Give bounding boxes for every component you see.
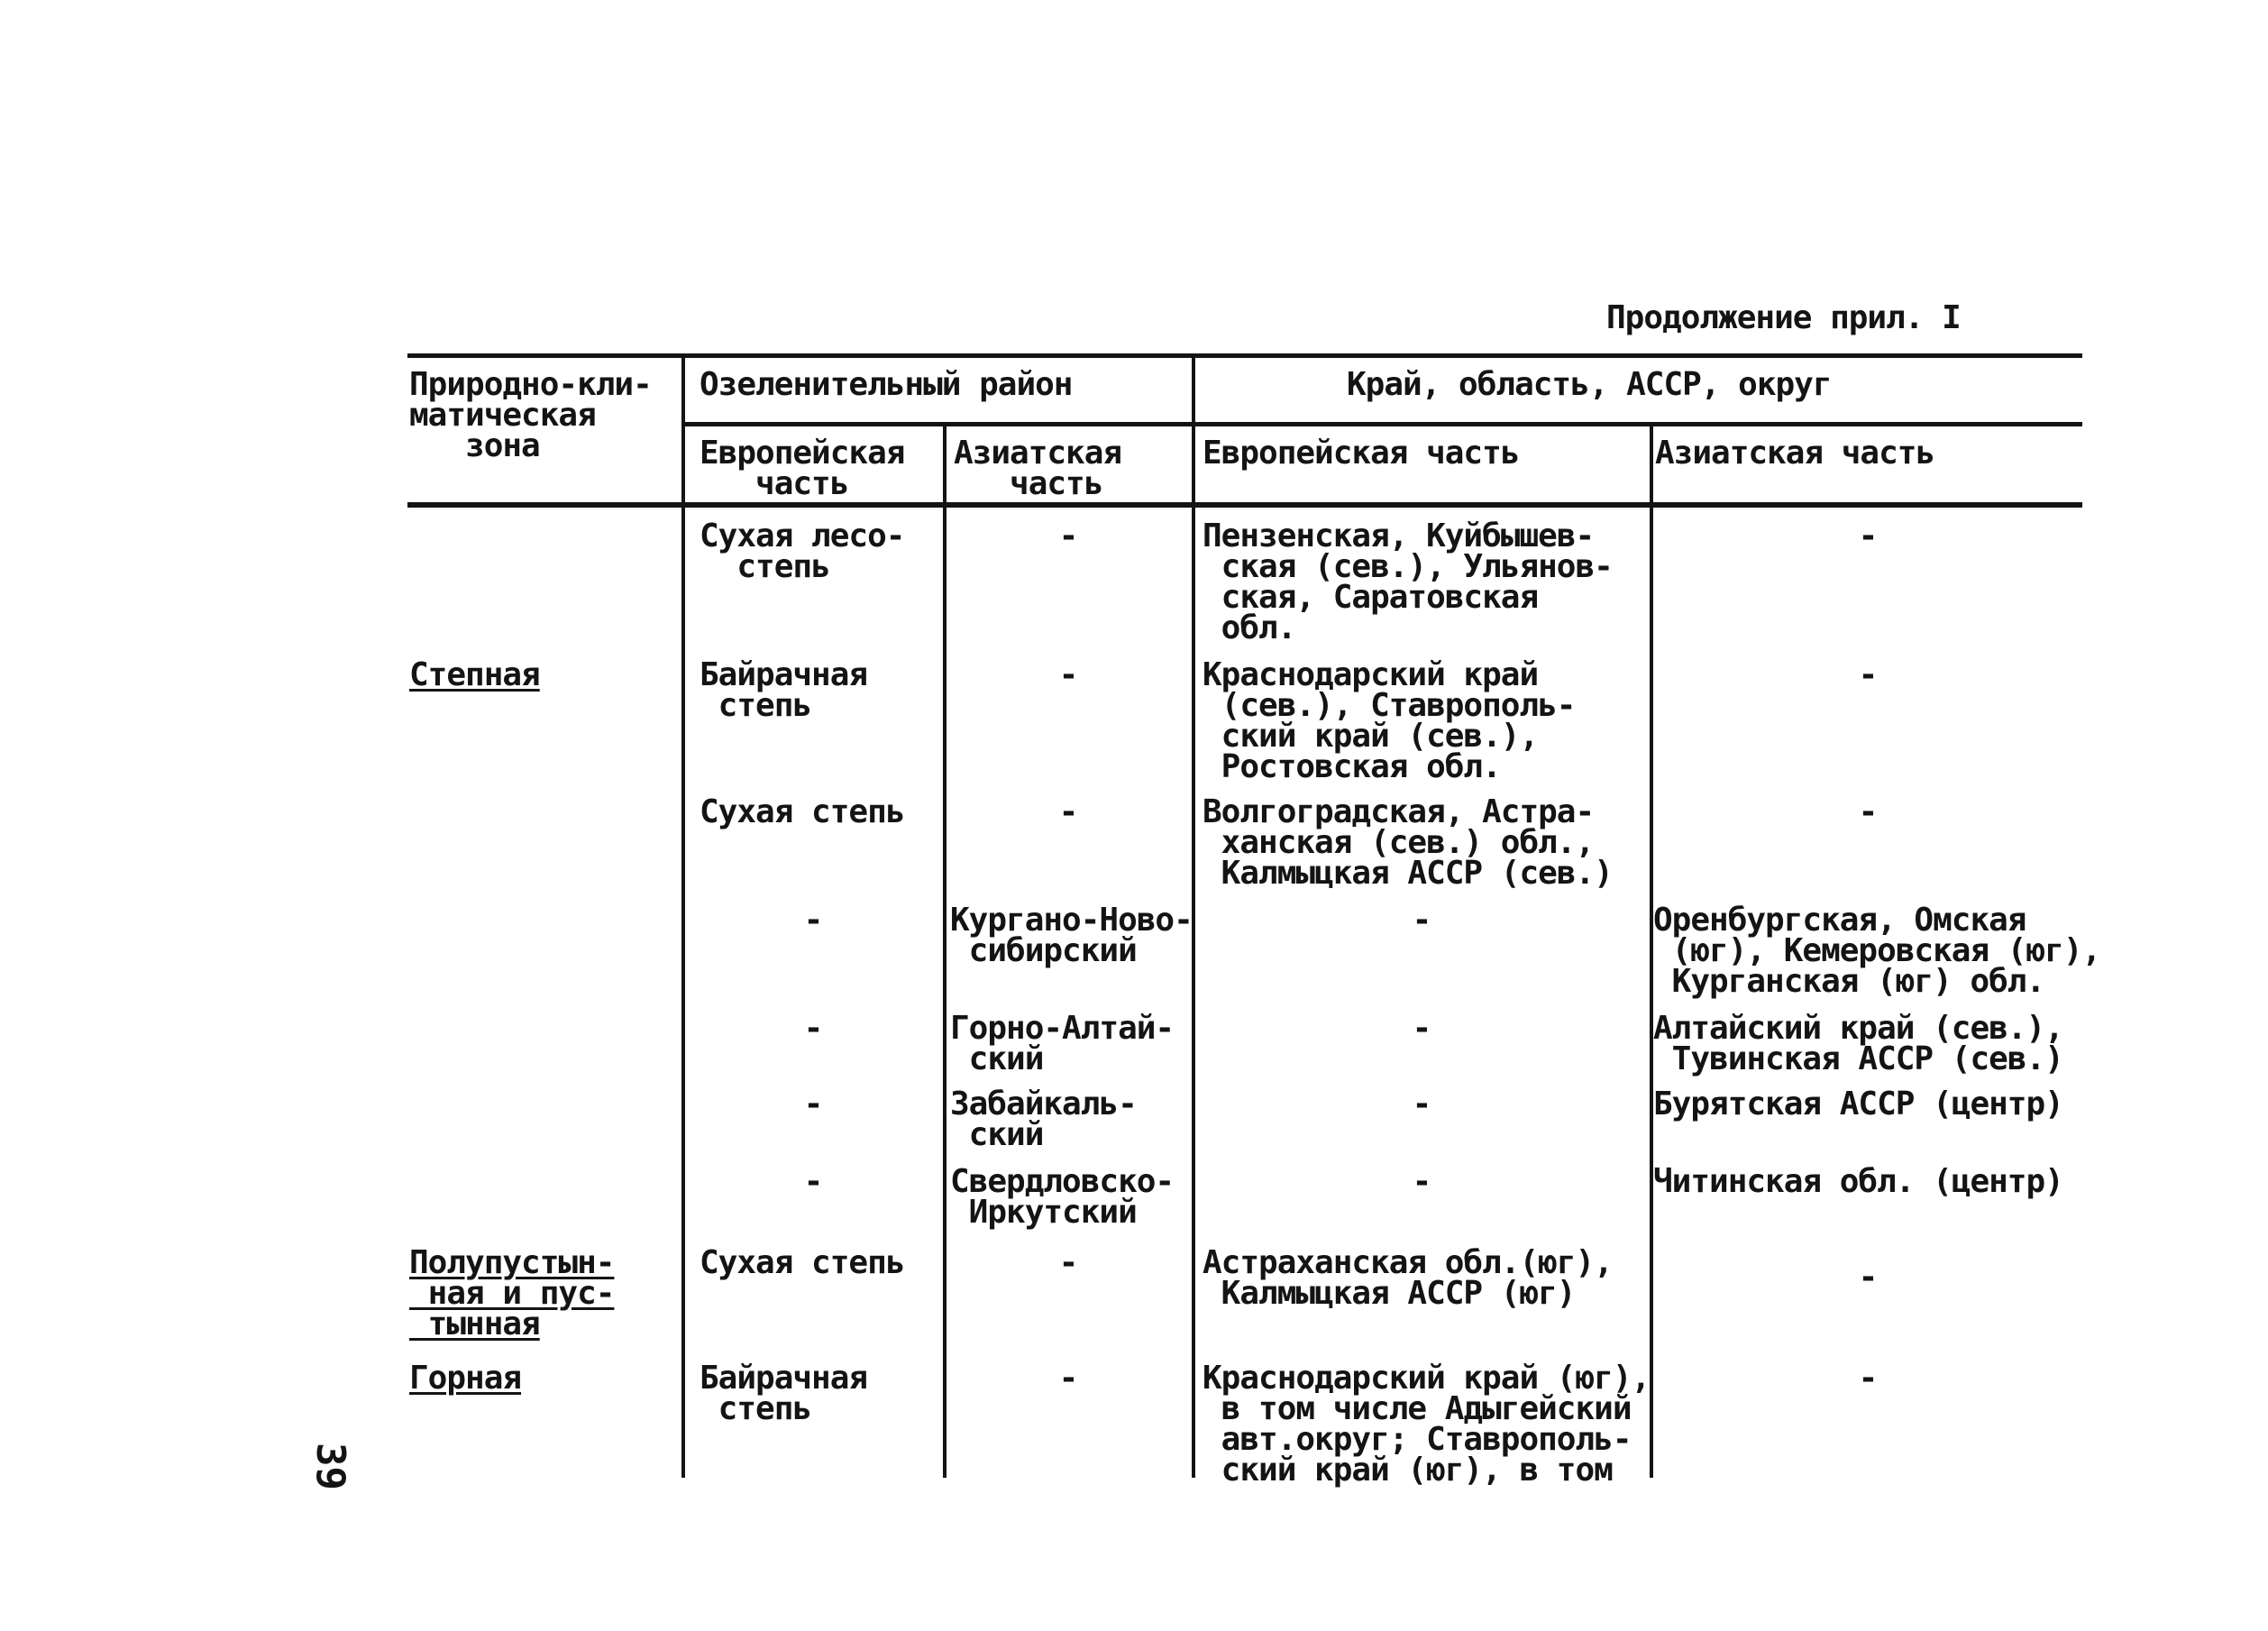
table-row-8-district-as: - [1058,1244,1078,1281]
table-row-8-region-as: - [1858,1259,1878,1296]
table-row-9-region-eu: Краснодарский край (юг), в том числе Адыгейский авт.округ; Ставрополь- ский край (юг), в том [1203,1360,1651,1489]
table-row-1-region-eu: Пензенская, Куйбышев- ская (сев.), Ульянов- ская, Саратовская обл. [1203,518,1613,646]
table-row-6-district-as: Забайкаль- ский [950,1086,1137,1153]
table-row-3-district-as: - [1058,793,1078,830]
header-district-asian: Азиатская часть [954,435,1122,502]
table-row-8-district-eu: Сухая степь [700,1244,905,1281]
header-district: Озеленительный район [700,366,1073,403]
table-row-9-district-as: - [1058,1360,1078,1397]
table-row-2-district-as: - [1058,656,1078,693]
table-row-2-region-eu: Краснодарский край (сев.), Ставрополь- ский край (сев.), Ростовская обл. [1203,656,1576,785]
table-row-5-region-eu: - [1412,1010,1431,1047]
table-row-1-region-as: - [1858,518,1878,554]
table-row-6-region-as: Бурятская АССР (центр) [1653,1086,2063,1122]
header-region-asian: Азиатская часть [1655,435,1935,472]
column-rule-2 [943,424,947,1478]
table-row-4-region-as: Оренбургская, Омская (юг), Кемеровская (юг), Курганская (юг) обл. [1653,902,2101,1000]
table-row-4-district-eu: - [803,902,823,939]
header-district-european: Европейская часть [700,435,905,502]
table-row-3-region-as: - [1858,793,1878,830]
table-caption: Продолжение прил. I [1606,299,1961,336]
header-region-european: Европейская часть [1203,435,1520,472]
table-row-1-district-as: - [1058,518,1078,554]
table-row-8-region-eu: Астраханская обл.(юг), Калмыцкая АССР (юг) [1203,1244,1613,1312]
table-top-rule [407,353,2082,358]
table-row-4-region-eu: - [1412,902,1431,939]
table-row-5-district-eu: - [803,1010,823,1047]
table-row-7-region-eu: - [1412,1163,1431,1200]
table-row-7-district-eu: - [803,1163,823,1200]
table-row-2-zone: Степная [409,656,540,693]
header-middle-rule [681,422,2082,426]
table-row-9-district-eu: Байрачная степь [700,1360,868,1427]
table-row-5-district-as: Горно-Алтай- ский [950,1010,1175,1077]
table-row-9-zone: Горная [409,1360,522,1397]
table-row-1-district-eu: Сухая лесо- степь [700,518,905,585]
table-row-3-district-eu: Сухая степь [700,793,905,830]
table-row-4-district-as: Кургано-Ново- сибирский [950,902,1193,969]
header-region: Край, область, АССР, округ [1347,366,1832,403]
table-row-5-region-as: Алтайский край (сев.), Тувинская АССР (сев.) [1653,1010,2063,1077]
page-number: 39 [307,1443,353,1490]
table-row-6-region-eu: - [1412,1086,1431,1122]
table-row-6-district-eu: - [803,1086,823,1122]
header-bottom-rule [407,502,2082,508]
table-row-2-region-as: - [1858,656,1878,693]
table-row-7-region-as: Читинская обл. (центр) [1653,1163,2063,1200]
header-zone: Природно-кли- матическая зона [409,366,652,464]
table-row-8-zone: Полупустын- ная и пус- тынная [409,1244,615,1342]
table-row-2-district-eu: Байрачная степь [700,656,868,724]
table-row-3-region-eu: Волгоградская, Астра- ханская (сев.) обл., Калмыцкая АССР (сев.) [1203,793,1613,892]
table-row-9-region-as: - [1858,1360,1878,1397]
table-row-7-district-as: Свердловско- Иркутский [950,1163,1175,1231]
